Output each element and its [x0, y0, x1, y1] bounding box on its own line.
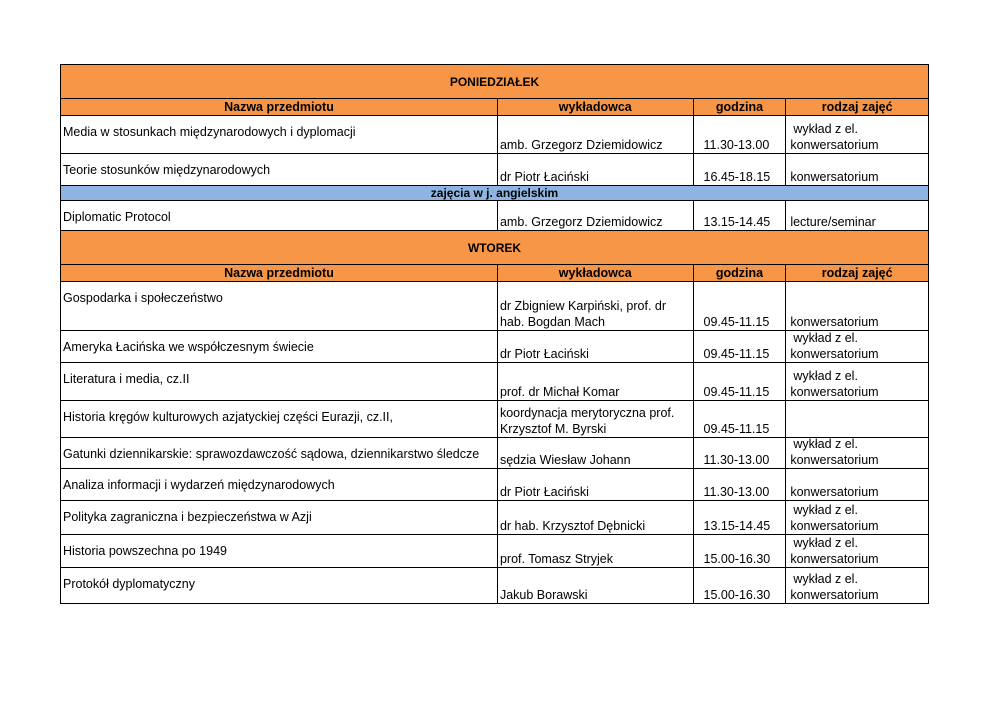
time-value: 09.45-11.15	[703, 422, 770, 436]
column-header-type: rodzaj zajęć	[785, 99, 928, 115]
time-value: 09.45-11.15	[703, 347, 770, 361]
lecturer-line: amb. Grzegorz Dziemidowicz	[499, 215, 663, 229]
lecturer-line: hab. Bogdan Mach	[499, 315, 605, 329]
lecturer-cell	[497, 116, 693, 153]
subject-cell: Diplomatic Protocol	[63, 210, 171, 224]
type-cell	[785, 501, 928, 534]
table-row	[60, 400, 929, 437]
time-value: 09.45-11.15	[703, 315, 770, 329]
type-line: konwersatorium	[790, 453, 879, 467]
time-value: 16.45-18.15	[703, 170, 771, 184]
type-line: wykład z el.	[793, 331, 858, 345]
type-line: wykład z el.	[793, 122, 858, 136]
lecturer-line: dr Zbigniew Karpiński, prof. dr	[499, 299, 667, 313]
type-line: konwersatorium	[790, 170, 879, 184]
time-cell	[693, 363, 786, 400]
lecturer-line: dr Piotr Łaciński	[499, 485, 589, 499]
lecturer-line: dr Piotr Łaciński	[499, 347, 589, 361]
table-row	[60, 200, 929, 230]
lecturer-cell	[497, 438, 693, 468]
type-line: konwersatorium	[790, 347, 879, 361]
lecturer-cell	[497, 469, 693, 500]
table-row	[60, 330, 929, 362]
table-row	[60, 115, 929, 153]
time-cell	[693, 282, 786, 330]
type-line: wykład z el.	[793, 369, 858, 383]
type-line: lecture/seminar	[790, 215, 876, 229]
lecturer-line: Krzysztof M. Byrski	[499, 422, 607, 436]
table-row	[60, 281, 929, 330]
lecturer-line: koordynacja merytoryczna prof.	[499, 406, 675, 420]
subject-cell: Media w stosunkach międzynarodowych i dyplomacji	[63, 125, 356, 139]
english-classes-label: zajęcia w j. angielskim	[60, 185, 929, 200]
time-value: 15.00-16.30	[703, 552, 771, 566]
time-value: 15.00-16.30	[703, 588, 771, 602]
table-row	[60, 153, 929, 185]
lecturer-line: dr Piotr Łaciński	[499, 170, 589, 184]
lecturer-line: sędzia Wiesław Johann	[499, 453, 631, 467]
type-cell	[785, 154, 928, 185]
time-value: 11.30-13.00	[703, 453, 770, 467]
column-header-subject: Nazwa przedmiotu	[224, 266, 334, 280]
type-line: konwersatorium	[790, 315, 879, 329]
time-value: 09.45-11.15	[703, 385, 770, 399]
time-cell	[693, 438, 786, 468]
time-cell	[693, 401, 786, 437]
schedule-sheet	[60, 64, 929, 604]
lecturer-cell	[497, 363, 693, 400]
table-row	[60, 534, 929, 567]
type-line: konwersatorium	[790, 588, 879, 602]
lecturer-cell	[497, 201, 693, 230]
time-cell	[693, 201, 786, 230]
subject-cell: Historia kręgów kulturowych azjatyckiej części Eurazji, cz.II,	[63, 410, 393, 424]
time-value: 11.30-13.00	[703, 138, 770, 152]
type-cell	[785, 469, 928, 500]
column-header-row	[60, 264, 929, 281]
type-cell	[785, 363, 928, 400]
table-row	[60, 468, 929, 500]
lecturer-line: prof. Tomasz Stryjek	[499, 552, 613, 566]
type-line: konwersatorium	[790, 138, 879, 152]
subject-cell: Polityka zagraniczna i bezpieczeństwa w Azji	[63, 510, 312, 524]
lecturer-cell	[497, 282, 693, 330]
subject-cell: Gatunki dziennikarskie: sprawozdawczość sądowa, dziennikarstwo śledcze	[63, 447, 480, 461]
type-line: wykład z el.	[793, 572, 858, 586]
lecturer-cell	[497, 331, 693, 362]
lecturer-cell	[497, 154, 693, 185]
type-cell	[785, 438, 928, 468]
type-cell	[785, 568, 928, 603]
subject-cell: Analiza informacji i wydarzeń międzynarodowych	[63, 478, 335, 492]
table-row	[60, 500, 929, 534]
type-line: konwersatorium	[790, 519, 879, 533]
lecturer-cell	[497, 401, 693, 437]
type-cell	[785, 535, 928, 567]
lecturer-cell	[497, 501, 693, 534]
time-cell	[693, 116, 786, 153]
type-cell	[785, 201, 928, 230]
column-header-type: rodzaj zajęć	[785, 265, 928, 281]
column-header-time: godzina	[693, 265, 786, 281]
time-value: 13.15-14.45	[703, 519, 771, 533]
time-cell	[693, 469, 786, 500]
type-cell	[785, 401, 928, 437]
column-header-lecturer: wykładowca	[497, 99, 693, 115]
lecturer-line: amb. Grzegorz Dziemidowicz	[499, 138, 663, 152]
subject-cell: Gospodarka i społeczeństwo	[63, 291, 223, 305]
time-cell	[693, 501, 786, 534]
subject-cell: Ameryka Łacińska we współczesnym świecie	[63, 340, 314, 354]
column-header-time: godzina	[693, 99, 786, 115]
subject-cell: Historia powszechna po 1949	[63, 544, 227, 558]
column-header-lecturer: wykładowca	[497, 265, 693, 281]
lecturer-cell	[497, 535, 693, 567]
time-cell	[693, 154, 786, 185]
lecturer-line: dr hab. Krzysztof Dębnicki	[499, 519, 646, 533]
table-row	[60, 437, 929, 468]
column-header-row	[60, 98, 929, 115]
time-cell	[693, 568, 786, 603]
type-line: wykład z el.	[793, 536, 858, 550]
type-line: konwersatorium	[790, 485, 879, 499]
type-cell	[785, 116, 928, 153]
type-cell	[785, 331, 928, 362]
time-cell	[693, 535, 786, 567]
subject-cell: Literatura i media, cz.II	[63, 372, 190, 386]
lecturer-line: Jakub Borawski	[499, 588, 588, 602]
column-header-subject: Nazwa przedmiotu	[224, 100, 334, 114]
time-value: 13.15-14.45	[703, 215, 771, 229]
subject-cell: Teorie stosunków międzynarodowych	[63, 163, 271, 177]
table-row	[60, 567, 929, 604]
lecturer-line: prof. dr Michał Komar	[499, 385, 620, 399]
type-cell	[785, 282, 928, 330]
time-value: 11.30-13.00	[703, 485, 770, 499]
table-row	[60, 362, 929, 400]
type-line: konwersatorium	[790, 552, 879, 566]
day-heading: WTOREK	[60, 230, 929, 264]
type-line: konwersatorium	[790, 385, 879, 399]
type-line: wykład z el.	[793, 503, 858, 517]
day-heading: PONIEDZIAŁEK	[60, 64, 929, 98]
lecturer-cell	[497, 568, 693, 603]
type-line: wykład z el.	[793, 438, 858, 451]
time-cell	[693, 331, 786, 362]
subject-cell: Protokół dyplomatyczny	[63, 577, 196, 591]
